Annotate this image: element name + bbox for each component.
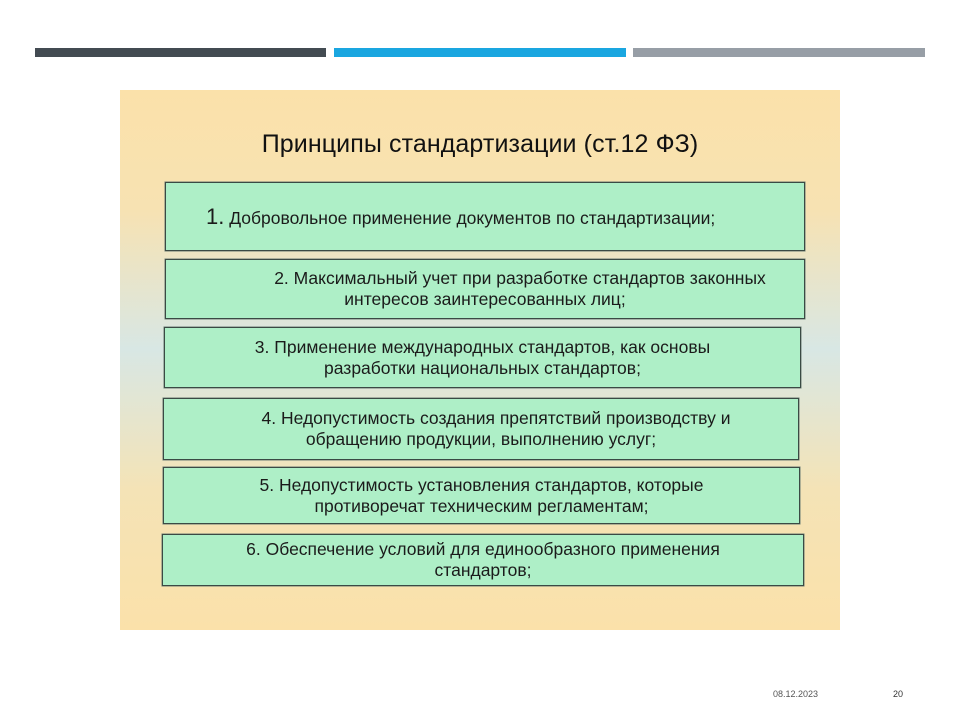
principle-item-6 [162, 534, 804, 586]
principle-item-1 [165, 182, 805, 251]
slide-number: 20 [893, 689, 904, 699]
principle-6-line-2: стандартов; [434, 560, 532, 580]
principle-6-line-1: 6. Обеспечение условий для единообразного применения [246, 539, 720, 559]
principle-2-line-1: 2. Максимальный учет при разработке стандартов законных [274, 268, 766, 288]
principle-3-line-2: разработки национальных стандартов; [324, 357, 641, 378]
principle-2-line-2: интересов заинтересованных лиц; [344, 289, 626, 309]
principle-item-5 [163, 467, 800, 524]
principle-5-line-1: 5. Недопустимость установления стандартов, которые [259, 474, 704, 495]
principle-item-2 [165, 259, 805, 319]
principle-1-line-1: Добровольное применение документов по стандартизации; [229, 208, 716, 228]
header-bar-gray [633, 48, 925, 57]
principle-4-line-2: обращению продукции, выполнению услуг; [305, 429, 657, 449]
footer-date: 08.12.2023 [773, 689, 819, 699]
header-bar-blue [334, 48, 626, 57]
principle-item-4 [163, 398, 799, 460]
slide-title: Принципы стандартизации (ст.12 ФЗ) [261, 130, 699, 158]
principle-1-text [178, 183, 792, 229]
header-bar-dark [35, 48, 326, 57]
principle-3-line-1: 3. Применение международных стандартов, как основы [254, 336, 711, 357]
principle-item-3 [164, 327, 801, 388]
principle-1-number: 1. [206, 204, 225, 229]
principle-5-line-2: противоречат техническим регламентам; [314, 495, 649, 516]
principle-4-line-1: 4. Недопустимость создания препятствий производству и [261, 408, 731, 428]
